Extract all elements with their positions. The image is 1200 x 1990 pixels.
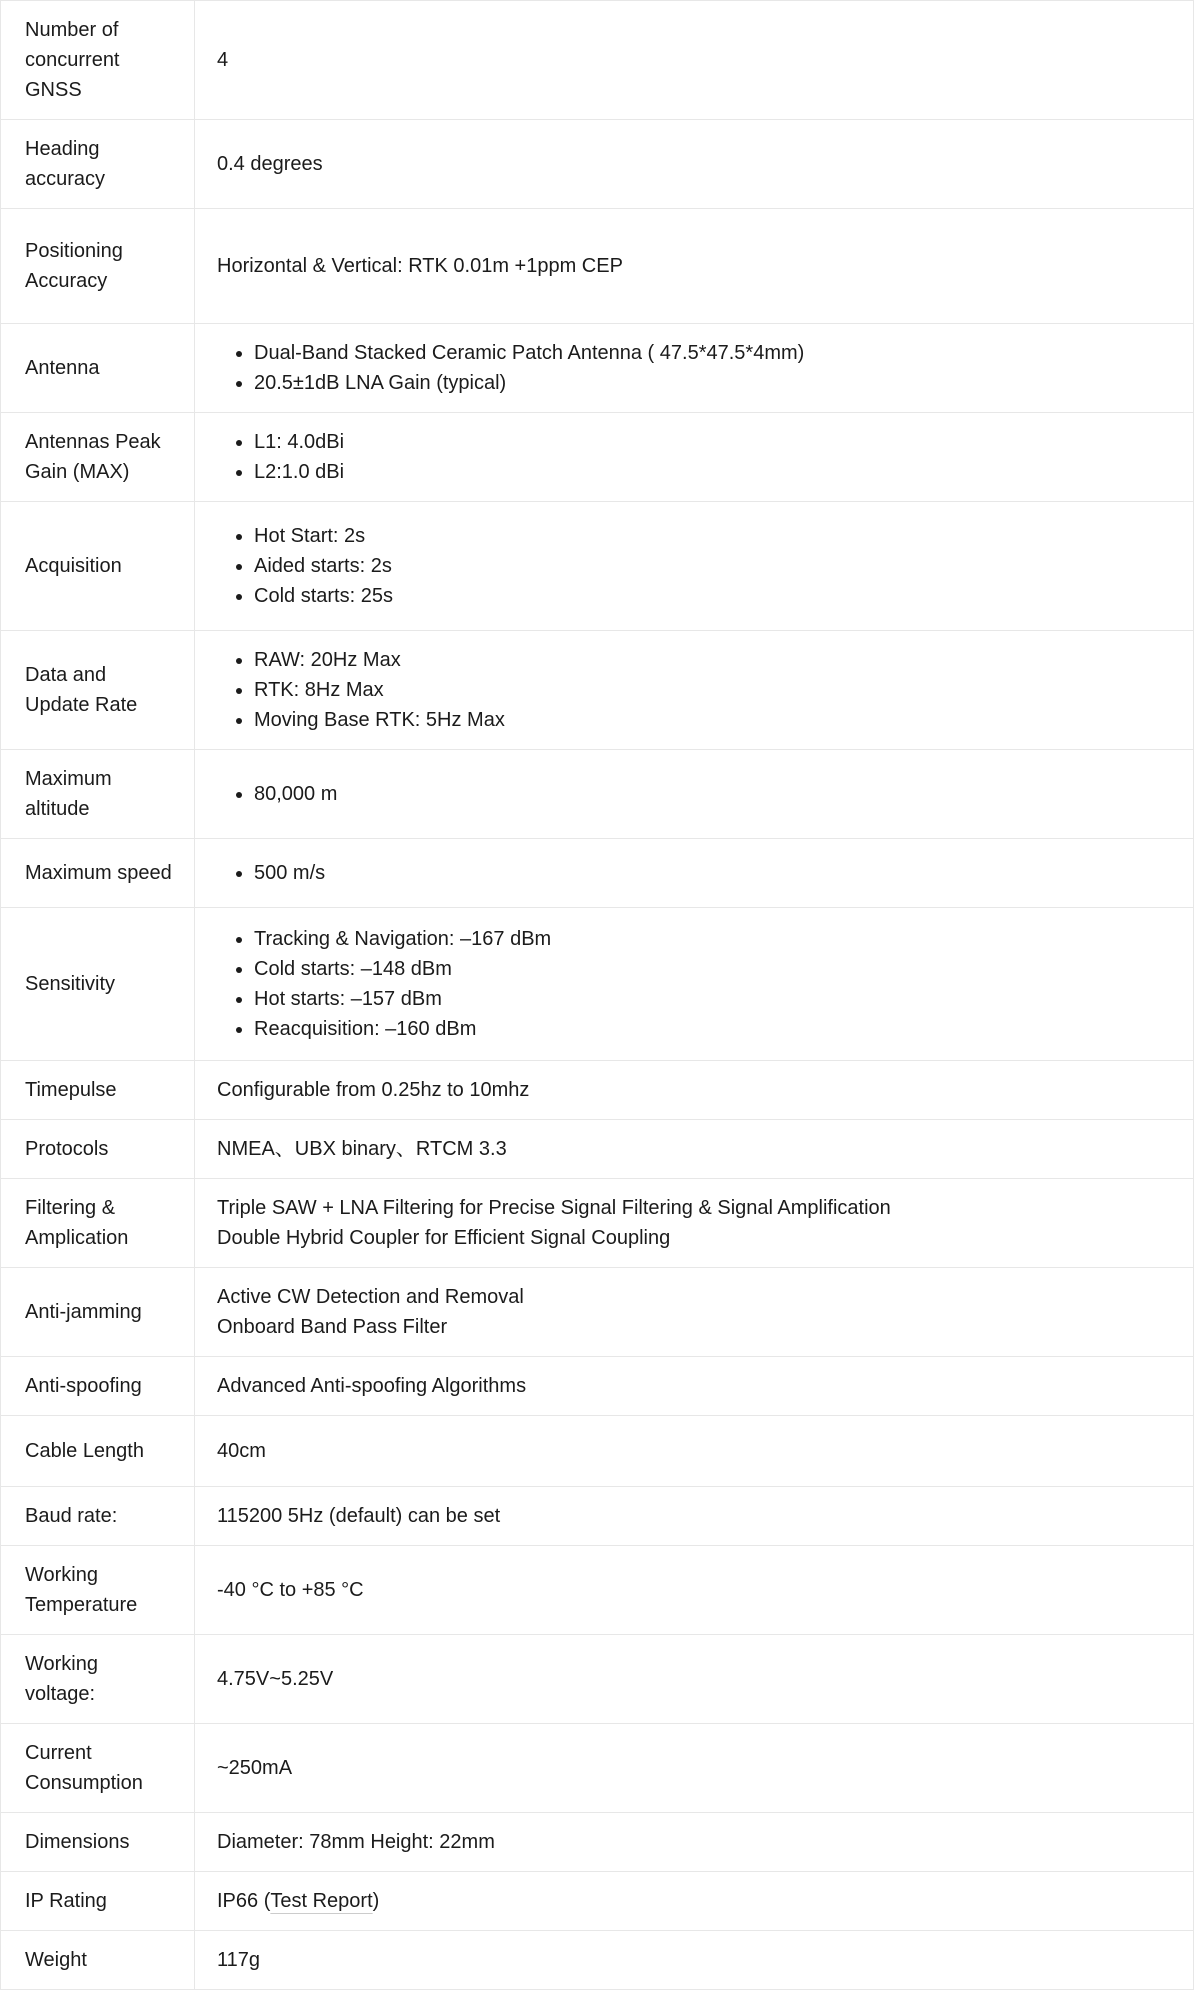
spec-label [1,1120,195,1179]
spec-label-line: Anti-jamming [25,1301,142,1323]
spec-label-line: Maximum speed [25,862,172,884]
spec-value-line: Advanced Anti-spoofing Algorithms [217,1375,527,1397]
spec-row [1,1061,1194,1120]
spec-label-line: Consumption [25,1772,143,1794]
spec-label [1,1416,195,1487]
spec-value [195,1179,1194,1268]
spec-row [1,1179,1194,1268]
spec-label-line: concurrent [25,49,120,71]
spec-bullet-item: • 80,000 m [254,779,1173,809]
spec-label-line: Data and [25,664,107,686]
spec-row [1,209,1194,324]
spec-value [195,1813,1194,1872]
spec-label-line: Working [25,1564,98,1586]
spec-value [195,908,1194,1061]
spec-row [1,502,1194,631]
bullet-list [217,858,1173,888]
spec-label-line: Gain (MAX) [25,461,130,483]
spec-value [195,1546,1194,1635]
spec-value [195,1416,1194,1487]
spec-value-line: 40cm [217,1440,266,1462]
spec-value-line: Active CW Detection and Removal [217,1286,524,1308]
spec-label-line: Amplication [25,1227,129,1249]
spec-value [195,1120,1194,1179]
spec-label-line: accuracy [25,168,106,190]
spec-value [195,750,1194,839]
spec-label [1,839,195,908]
spec-label [1,502,195,631]
spec-row [1,1120,1194,1179]
spec-row [1,631,1194,750]
spec-bullet-item: • L2:1.0 dBi [254,457,1173,487]
spec-bullet-item: • Reacquisition: –160 dBm [254,1014,1173,1044]
spec-label [1,1268,195,1357]
spec-value-line: Onboard Band Pass Filter [217,1316,448,1338]
spec-label-line: voltage: [25,1683,96,1705]
spec-value-line: 4 [217,49,229,71]
spec-value [195,1061,1194,1120]
spec-label [1,908,195,1061]
spec-label-line: Accuracy [25,270,108,292]
spec-label-line: Anti-spoofing [25,1375,142,1397]
spec-label [1,1872,195,1931]
spec-row [1,908,1194,1061]
spec-row [1,750,1194,839]
spec-value [195,1487,1194,1546]
spec-label-line: Protocols [25,1138,109,1160]
spec-row [1,1931,1194,1990]
spec-label [1,413,195,502]
spec-label-line: Baud rate: [25,1505,118,1527]
spec-row [1,1487,1194,1546]
spec-label [1,1357,195,1416]
spec-label-line: Timepulse [25,1079,117,1101]
spec-label [1,1179,195,1268]
spec-value [195,1635,1194,1724]
spec-bullet-item: • RTK: 8Hz Max [254,675,1173,705]
spec-bullet-item: • 20.5±1dB LNA Gain (typical) [254,368,1173,398]
spec-value-line: -40 °C to +85 °C [217,1579,364,1601]
spec-label-line: Cable Length [25,1440,144,1462]
spec-value [195,413,1194,502]
bullet-list [217,645,1173,735]
spec-label [1,120,195,209]
spec-label-line: Positioning [25,240,123,262]
spec-row [1,120,1194,209]
spec-value-line: 4.75V~5.25V [217,1668,334,1690]
spec-row [1,1724,1194,1813]
spec-value-line: Configurable from 0.25hz to 10mhz [217,1079,530,1101]
spec-label-line: Weight [25,1949,87,1971]
bullet-list [217,521,1173,611]
spec-value [195,1268,1194,1357]
spec-row [1,1416,1194,1487]
spec-value-line: Diameter: 78mm Height: 22mm [217,1831,495,1853]
spec-bullet-item: • Moving Base RTK: 5Hz Max [254,705,1173,735]
spec-row [1,1268,1194,1357]
spec-bullet-item: • Dual-Band Stacked Ceramic Patch Antenna ( 47.5*47.5*4mm) [254,338,1173,368]
spec-value [195,1,1194,120]
spec-label-line: Acquisition [25,555,122,577]
spec-label [1,750,195,839]
spec-value-line: 117g [217,1949,261,1971]
spec-label [1,209,195,324]
spec-bullet-item: • Cold starts: –148 dBm [254,954,1173,984]
spec-label-line: Filtering & [25,1197,116,1219]
spec-value [195,120,1194,209]
bullet-list [217,924,1173,1044]
test-report-link[interactable]: Test Report [270,1890,373,1912]
spec-bullet-item: • RAW: 20Hz Max [254,645,1173,675]
spec-label-line: Antenna [25,357,100,379]
spec-table-body [1,1,1194,1990]
spec-label [1,1487,195,1546]
spec-value-line: Horizontal & Vertical: RTK 0.01m +1ppm CEP [217,255,623,277]
spec-label [1,1546,195,1635]
bullet-list [217,338,1173,398]
spec-label [1,1,195,120]
spec-value [195,1931,1194,1990]
spec-value-text: ) [372,1890,380,1912]
spec-label [1,1813,195,1872]
spec-label-line: Sensitivity [25,973,116,995]
spec-row [1,413,1194,502]
spec-value-text: IP66 ( [217,1890,271,1912]
spec-row [1,1813,1194,1872]
spec-row [1,324,1194,413]
spec-value-line: NMEA、UBX binary、RTCM 3.3 [217,1138,507,1160]
spec-label [1,1061,195,1120]
spec-label-line: Working [25,1653,98,1675]
spec-value-line: 115200 5Hz (default) can be set [217,1505,501,1527]
spec-row [1,1635,1194,1724]
spec-bullet-item: • Tracking & Navigation: –167 dBm [254,924,1173,954]
spec-bullet-item: • Cold starts: 25s [254,581,1173,611]
spec-label-line: Dimensions [25,1831,130,1853]
spec-row [1,1357,1194,1416]
spec-label [1,631,195,750]
spec-row [1,1546,1194,1635]
spec-value [195,1872,1194,1931]
spec-row [1,1,1194,120]
spec-row [1,839,1194,908]
spec-label-line: GNSS [25,79,82,101]
spec-value [195,839,1194,908]
spec-value [195,502,1194,631]
spec-label-line: Current [25,1742,92,1764]
spec-label-line: Temperature [25,1594,138,1616]
spec-label [1,1931,195,1990]
spec-value-line: 0.4 degrees [217,153,323,175]
spec-label [1,1724,195,1813]
spec-label-line: altitude [25,798,90,820]
spec-value [195,1724,1194,1813]
spec-label-line: Update Rate [25,694,138,716]
spec-bullet-item: • Hot starts: –157 dBm [254,984,1173,1014]
spec-value [195,1357,1194,1416]
spec-value [195,209,1194,324]
spec-bullet-item: • L1: 4.0dBi [254,427,1173,457]
spec-label [1,324,195,413]
spec-bullet-item: • Aided starts: 2s [254,551,1173,581]
spec-label-line: IP Rating [25,1890,107,1912]
bullet-list [217,427,1173,487]
bullet-list [217,779,1173,809]
spec-label-line: Heading [25,138,100,160]
spec-label-line: Number of [25,19,119,41]
spec-bullet-item: • 500 m/s [254,858,1173,888]
spec-value-line: ~250mA [217,1757,293,1779]
spec-value-line: Double Hybrid Coupler for Efficient Signal Coupling [217,1227,671,1249]
spec-value [195,631,1194,750]
spec-label [1,1635,195,1724]
spec-value-line: Triple SAW + LNA Filtering for Precise Signal Filtering & Signal Amplification [217,1197,891,1219]
spec-label-line: Maximum [25,768,112,790]
spec-row [1,1872,1194,1931]
spec-bullet-item: • Hot Start: 2s [254,521,1173,551]
spec-label-line: Antennas Peak [25,431,161,453]
spec-value [195,324,1194,413]
